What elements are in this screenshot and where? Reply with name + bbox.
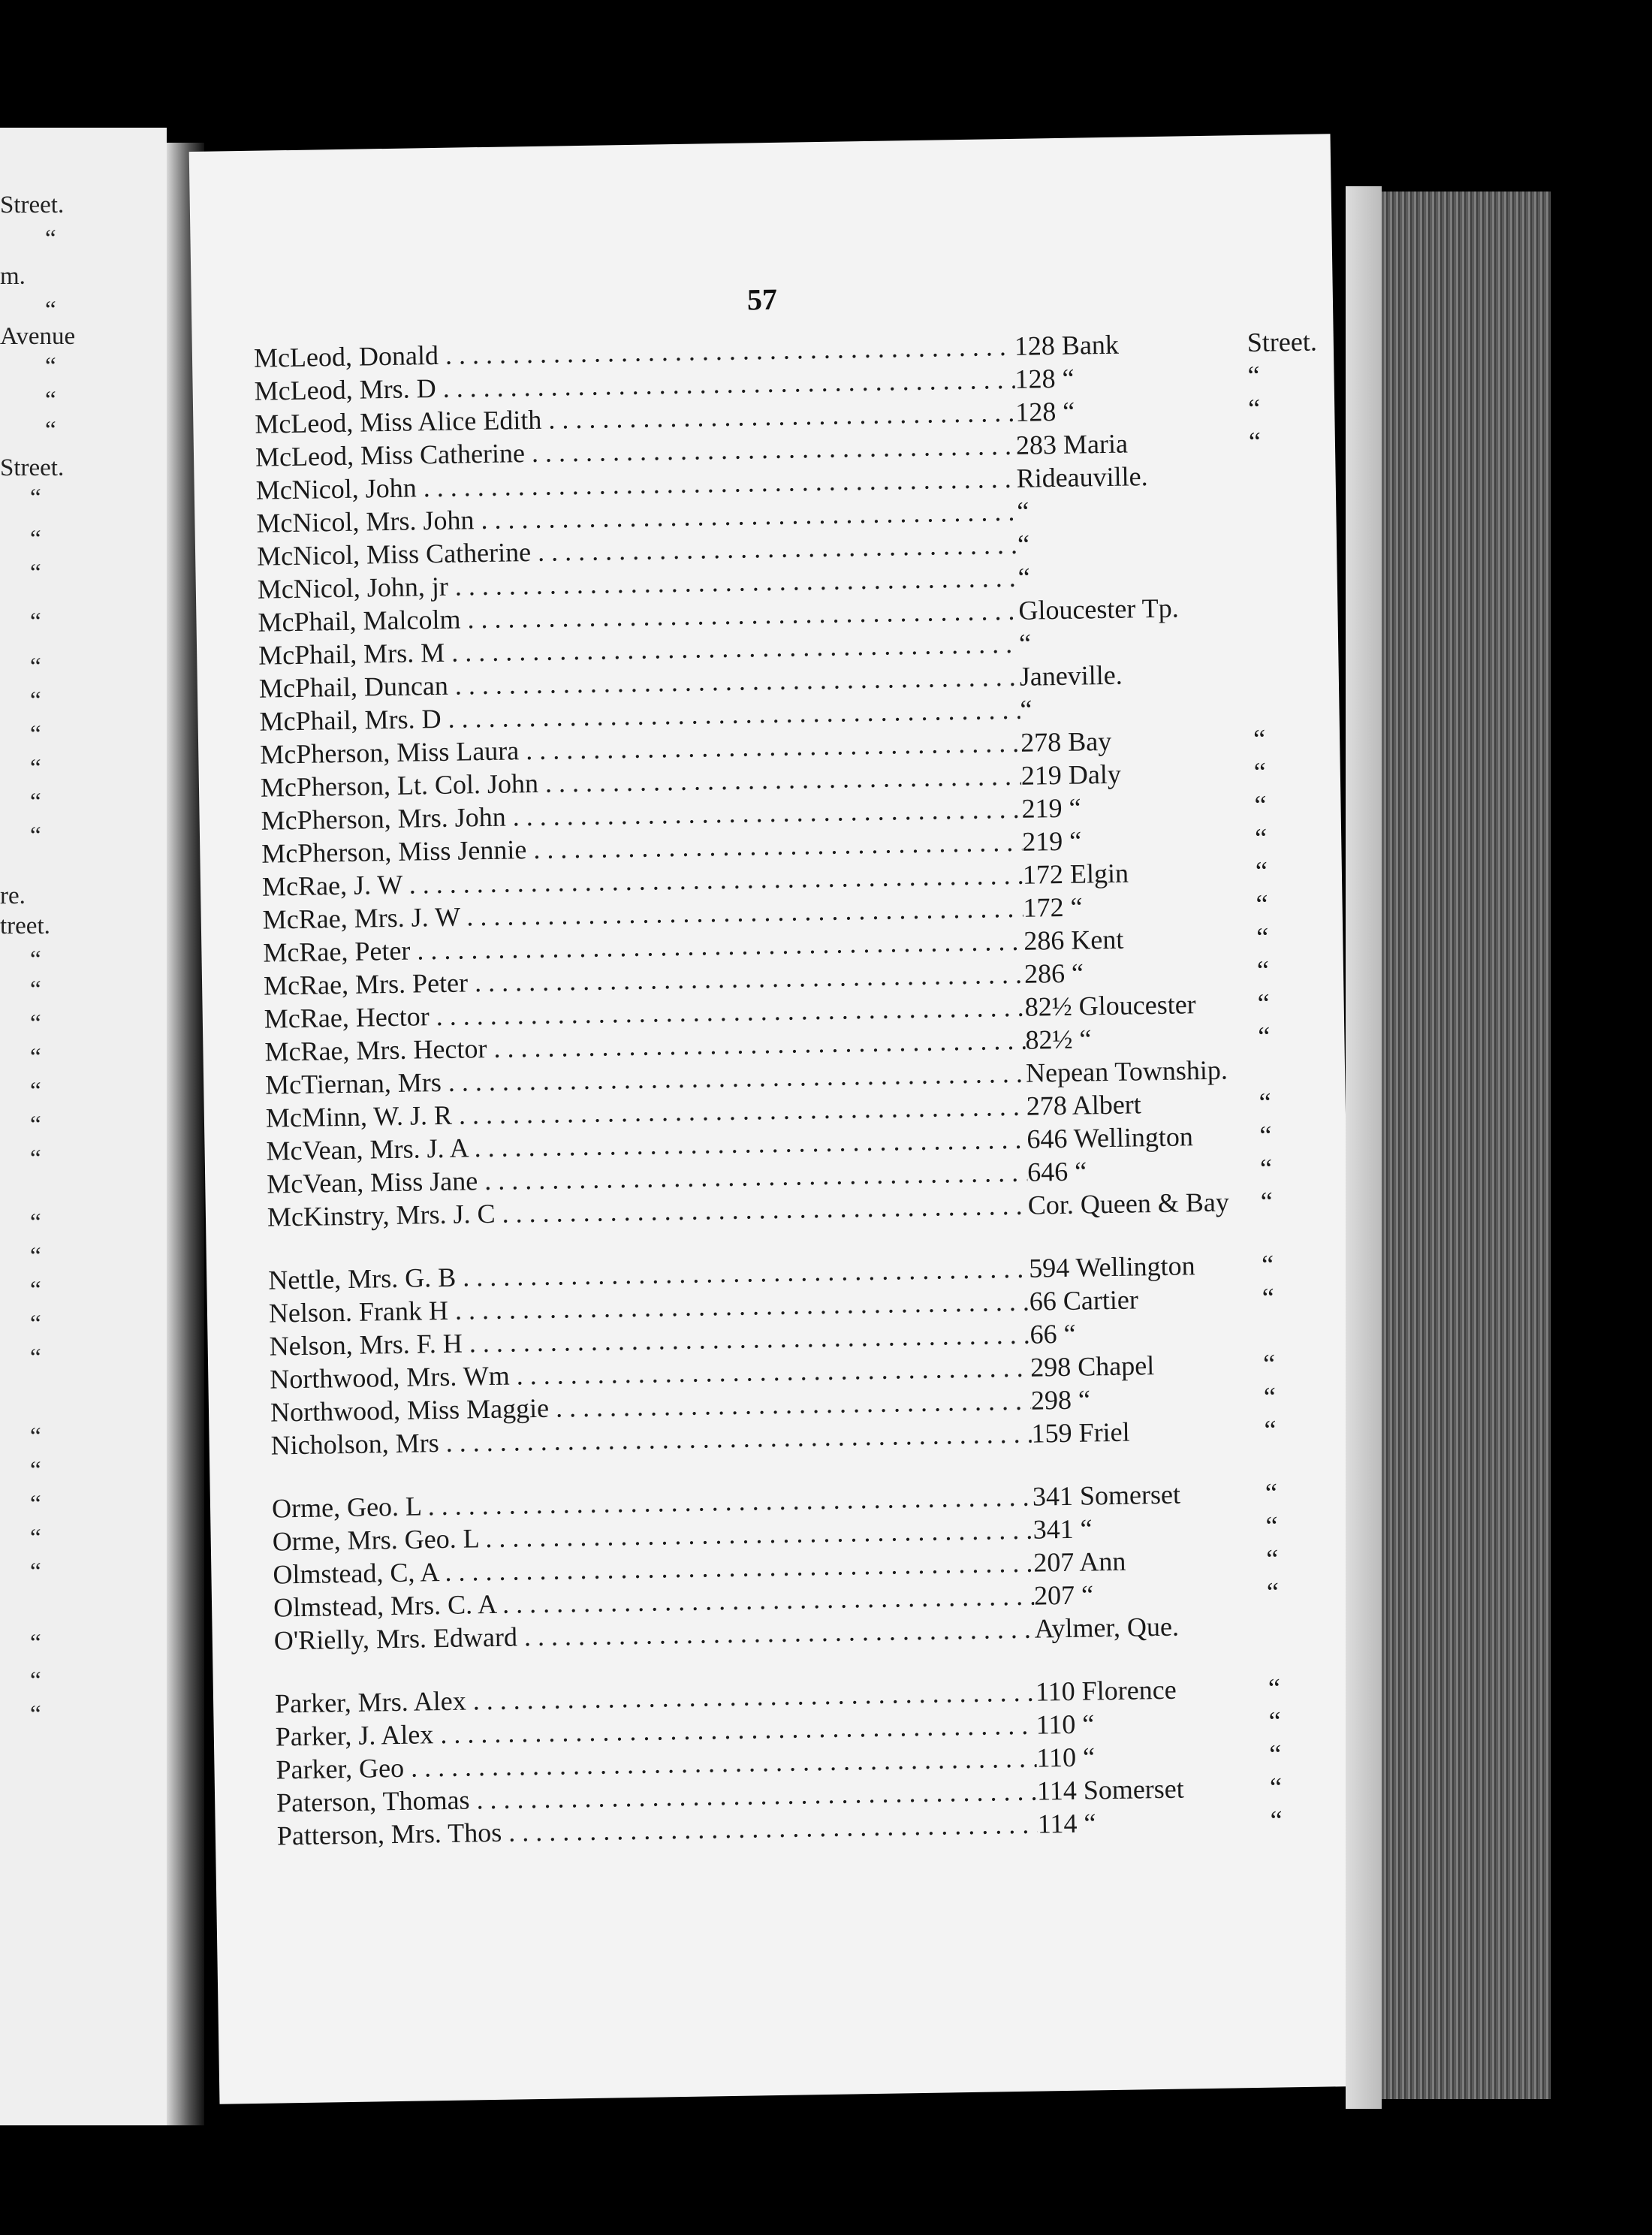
entry-name: McVean, Mrs. J. A . . . [204, 1124, 1027, 1168]
left-page-fragment: “ [30, 484, 41, 511]
entry-name: Orme, Mrs. Geo. L . . . [210, 1514, 1033, 1558]
entry-street-suffix: “ [1262, 1282, 1275, 1313]
left-page-fragment: “ [30, 1010, 41, 1037]
entry-name: Nelson, Mrs. F. H . . . [207, 1319, 1030, 1363]
entry-street-suffix: “ [1259, 1087, 1272, 1118]
entry-name: Olmstead, C, A . . . [211, 1547, 1034, 1591]
page-stack-edge [1382, 192, 1551, 2099]
entry-street-suffix: “ [1265, 1477, 1278, 1508]
entry-address: Nepean Township. [1025, 1054, 1228, 1088]
left-page-fragment: “ [30, 526, 41, 553]
entry-address: 159 Friel [1031, 1416, 1130, 1449]
entry-name: McPhail, Mrs. M . . . [197, 628, 1020, 672]
entry-address: 82½ “ [1025, 1024, 1092, 1055]
entry-address: 646 “ [1026, 1156, 1087, 1187]
left-page-fragment: re. [0, 882, 26, 909]
entry-address: 219 “ [1021, 825, 1082, 857]
left-page-fragment: “ [30, 1525, 41, 1552]
left-page-fragment: “ [30, 1423, 41, 1450]
entry-street-suffix: “ [1254, 789, 1267, 820]
entry-address: “ [1017, 496, 1029, 526]
entry-name: Northwood, Miss Maggie . . . [209, 1385, 1032, 1429]
entry-address: “ [1017, 562, 1031, 593]
entry-street-suffix: “ [1260, 1186, 1274, 1217]
entry-name: McPherson, Lt. Col. John . . . [199, 760, 1022, 804]
left-page-fragment: “ [45, 225, 56, 252]
entry-address: 110 Florence [1035, 1674, 1177, 1707]
entry-street-suffix: “ [1268, 1672, 1281, 1703]
left-page-fragment: “ [30, 1111, 41, 1139]
entry-street-suffix: “ [1259, 1120, 1272, 1151]
entry-street-suffix: “ [1262, 1348, 1276, 1379]
entry-name: McRae, J. W . . . [200, 859, 1023, 903]
entry-address: Aylmer, Que. [1034, 1611, 1180, 1644]
left-page-fragment: Street. [0, 454, 65, 481]
entry-name: McLeod, Miss Catherine . . . [194, 430, 1017, 474]
left-page-fragment: “ [30, 1344, 41, 1371]
left-page-fragment: “ [30, 1145, 41, 1172]
entry-address: 278 Bay [1020, 725, 1112, 758]
entry-street-suffix: “ [1247, 393, 1261, 424]
left-page-fragment: “ [30, 1558, 41, 1585]
left-page-fragment: Street. [0, 192, 65, 219]
entry-name: McPhail, Mrs. D . . . [197, 694, 1020, 738]
entry-name: McPherson, Mrs. John . . . [199, 793, 1022, 837]
left-page-fragment: “ [30, 1701, 41, 1728]
entry-address: “ [1017, 529, 1030, 560]
entry-name: Nicholson, Mrs . . . [209, 1418, 1032, 1462]
entry-name: McPhail, Malcolm . . . [196, 595, 1019, 639]
entry-name: McRae, Hector . . . [203, 991, 1026, 1036]
entry-street-suffix: “ [1256, 955, 1270, 985]
entry-name: O'Rielly, Mrs. Edward . . . [213, 1613, 1036, 1657]
entry-name: Paterson, Thomas . . . [215, 1775, 1038, 1820]
left-page-fragment: Avenue [0, 323, 76, 350]
entry-street-suffix: “ [1255, 855, 1268, 886]
entry-address: 286 Kent [1023, 924, 1124, 956]
entry-name: Orme, Geo. L . . . [210, 1481, 1033, 1525]
entry-address: “ [1020, 694, 1032, 725]
entry-name: McTiernan, Mrs . . . [203, 1057, 1026, 1102]
left-page-fragment: “ [30, 1044, 41, 1071]
entry-name: Nettle, Mrs. G. B . . . [206, 1253, 1029, 1297]
left-page-fragment: “ [30, 1277, 41, 1304]
entry-name: Parker, Mrs. Alex . . . [213, 1676, 1036, 1721]
left-page-fragment: “ [30, 1243, 41, 1270]
left-page-fragment: treet. [0, 912, 50, 940]
left-page-fragment: “ [30, 608, 41, 635]
entry-address: 114 Somerset [1036, 1773, 1185, 1806]
entry-street-suffix: “ [1265, 1510, 1278, 1541]
directory-entries [192, 325, 1357, 1854]
entry-address: 341 “ [1032, 1513, 1093, 1545]
left-page-column [0, 128, 167, 2125]
entry-name: McNicol, Mrs. John . . . [194, 496, 1017, 540]
entry-address: 172 “ [1023, 891, 1083, 923]
entry-address: 341 Somerset [1032, 1479, 1181, 1512]
left-page-fragment: m. [0, 263, 26, 290]
entry-address: 114 “ [1037, 1808, 1096, 1839]
entry-address: 207 “ [1033, 1579, 1094, 1611]
entry-address: 219 Daly [1020, 759, 1122, 791]
entry-street-suffix: “ [1269, 1772, 1283, 1802]
entry-name: McRae, Mrs. Peter . . . [202, 958, 1025, 1003]
entry-address: 207 Ann [1033, 1546, 1126, 1578]
entry-address: Janeville. [1019, 659, 1123, 692]
left-page-fragment: “ [30, 1078, 41, 1105]
entry-street-suffix: “ [1265, 1543, 1279, 1574]
left-page [0, 128, 167, 2125]
left-page-fragment: “ [30, 560, 41, 587]
entry-name: McLeod, Donald . . . [192, 330, 1015, 375]
entry-street-suffix: “ [1264, 1414, 1277, 1445]
left-page-fragment: “ [30, 976, 41, 1003]
left-page-fragment: “ [30, 721, 41, 748]
left-page-fragment: “ [30, 1457, 41, 1484]
entry-name: McPherson, Miss Laura . . . [198, 727, 1021, 771]
entry-name: McPherson, Miss Jennie . . . [200, 826, 1023, 870]
entry-address: 128 Bank [1014, 329, 1120, 361]
left-page-fragment: “ [30, 946, 41, 973]
entry-address: 110 “ [1036, 1709, 1095, 1740]
right-page [189, 134, 1361, 2104]
entry-address: 128 “ [1014, 363, 1075, 394]
left-page-fragment: “ [30, 789, 41, 816]
entry-address: 298 Chapel [1029, 1350, 1155, 1383]
entry-street-suffix: “ [1269, 1739, 1282, 1769]
entry-address: 219 “ [1021, 792, 1081, 824]
entry-street-suffix: “ [1247, 360, 1260, 391]
left-page-fragment: “ [30, 755, 41, 782]
entry-address: 594 Wellington [1028, 1250, 1195, 1283]
entry-name: McKinstry, Mrs. J. C . . . [206, 1190, 1029, 1234]
entry-name: McLeod, Miss Alice Edith . . . [193, 397, 1016, 441]
entry-address: Rideauville. [1016, 461, 1148, 493]
entry-address: 172 Elgin [1022, 858, 1129, 890]
left-page-fragment: “ [30, 822, 41, 849]
left-page-fragment: “ [45, 297, 56, 324]
entry-street-suffix: “ [1248, 426, 1262, 457]
entry-street-suffix: “ [1253, 756, 1267, 787]
left-page-fragment: “ [30, 1311, 41, 1338]
entry-name: Olmstead, Mrs. C. A . . . [212, 1580, 1035, 1624]
entry-street-suffix: “ [1270, 1805, 1283, 1835]
entry-name: McRae, Mrs. J. W . . . [200, 892, 1023, 937]
left-page-fragment: “ [30, 1630, 41, 1657]
entry-address: 128 “ [1014, 396, 1075, 427]
entry-street-suffix: “ [1268, 1706, 1281, 1736]
entry-name: Nelson. Frank H . . . [207, 1286, 1030, 1330]
left-page-fragment: “ [30, 1209, 41, 1236]
entry-name: McVean, Miss Jane . . . [205, 1157, 1028, 1201]
entry-street-suffix: “ [1254, 822, 1268, 853]
entry-name: Parker, J. Alex . . . [214, 1709, 1037, 1754]
entry-street-suffix: “ [1261, 1249, 1274, 1280]
entry-name: McRae, Peter . . . [201, 925, 1024, 970]
left-page-fragment: “ [30, 1491, 41, 1518]
entry-address: 82½ Gloucester [1024, 989, 1196, 1022]
entry-address: 646 Wellington [1026, 1121, 1194, 1154]
entry-street-suffix: “ [1257, 988, 1270, 1018]
left-page-fragment: “ [30, 1667, 41, 1694]
entry-street-suffix: Street. [1247, 326, 1318, 357]
entry-address: 298 “ [1030, 1384, 1091, 1416]
left-page-fragment: “ [30, 653, 41, 680]
entry-address: Cor. Queen & Bay [1027, 1187, 1230, 1220]
left-page-fragment: “ [45, 353, 56, 380]
entry-address: “ [1018, 628, 1032, 659]
entry-street-suffix: “ [1263, 1381, 1277, 1412]
entry-name: Patterson, Mrs. Thos . . . [216, 1808, 1039, 1853]
entry-street-suffix: “ [1266, 1576, 1280, 1607]
entry-street-suffix: “ [1258, 1021, 1271, 1051]
entry-address: 66 “ [1029, 1318, 1076, 1350]
entry-address: 66 Cartier [1029, 1284, 1139, 1317]
entry-name: McRae, Mrs. Hector . . . [203, 1024, 1026, 1069]
entry-name: McNicol, Miss Catherine . . . [195, 529, 1018, 573]
entry-address: 286 “ [1023, 958, 1084, 989]
left-page-fragment: “ [45, 387, 56, 414]
entry-street-suffix: “ [1259, 1153, 1273, 1184]
entry-name: McPhail, Duncan . . . [197, 661, 1020, 705]
entry-name: Parker, Geo . . . [214, 1742, 1037, 1787]
entry-address: 110 “ [1036, 1742, 1096, 1773]
entry-address: 278 Albert [1026, 1089, 1142, 1121]
left-page-fragment: “ [30, 687, 41, 714]
entry-street-suffix: “ [1253, 723, 1266, 754]
entry-name: McNicol, John . . . [194, 463, 1017, 507]
page-number: 57 [746, 282, 778, 317]
page-edge [1346, 186, 1382, 2109]
entry-address: Gloucester Tp. [1018, 593, 1179, 626]
entry-name: McMinn, W. J. R . . . [204, 1090, 1027, 1135]
entry-street-suffix: “ [1256, 888, 1268, 919]
entry-name: McNicol, John, jr . . . [196, 562, 1019, 606]
entry-street-suffix: “ [1256, 921, 1269, 952]
entry-address: 283 Maria [1015, 428, 1129, 460]
entry-name: Northwood, Mrs. Wm . . . [208, 1352, 1031, 1396]
left-page-fragment: “ [45, 417, 56, 444]
entry-name: McLeod, Mrs. D . . . [192, 363, 1015, 408]
